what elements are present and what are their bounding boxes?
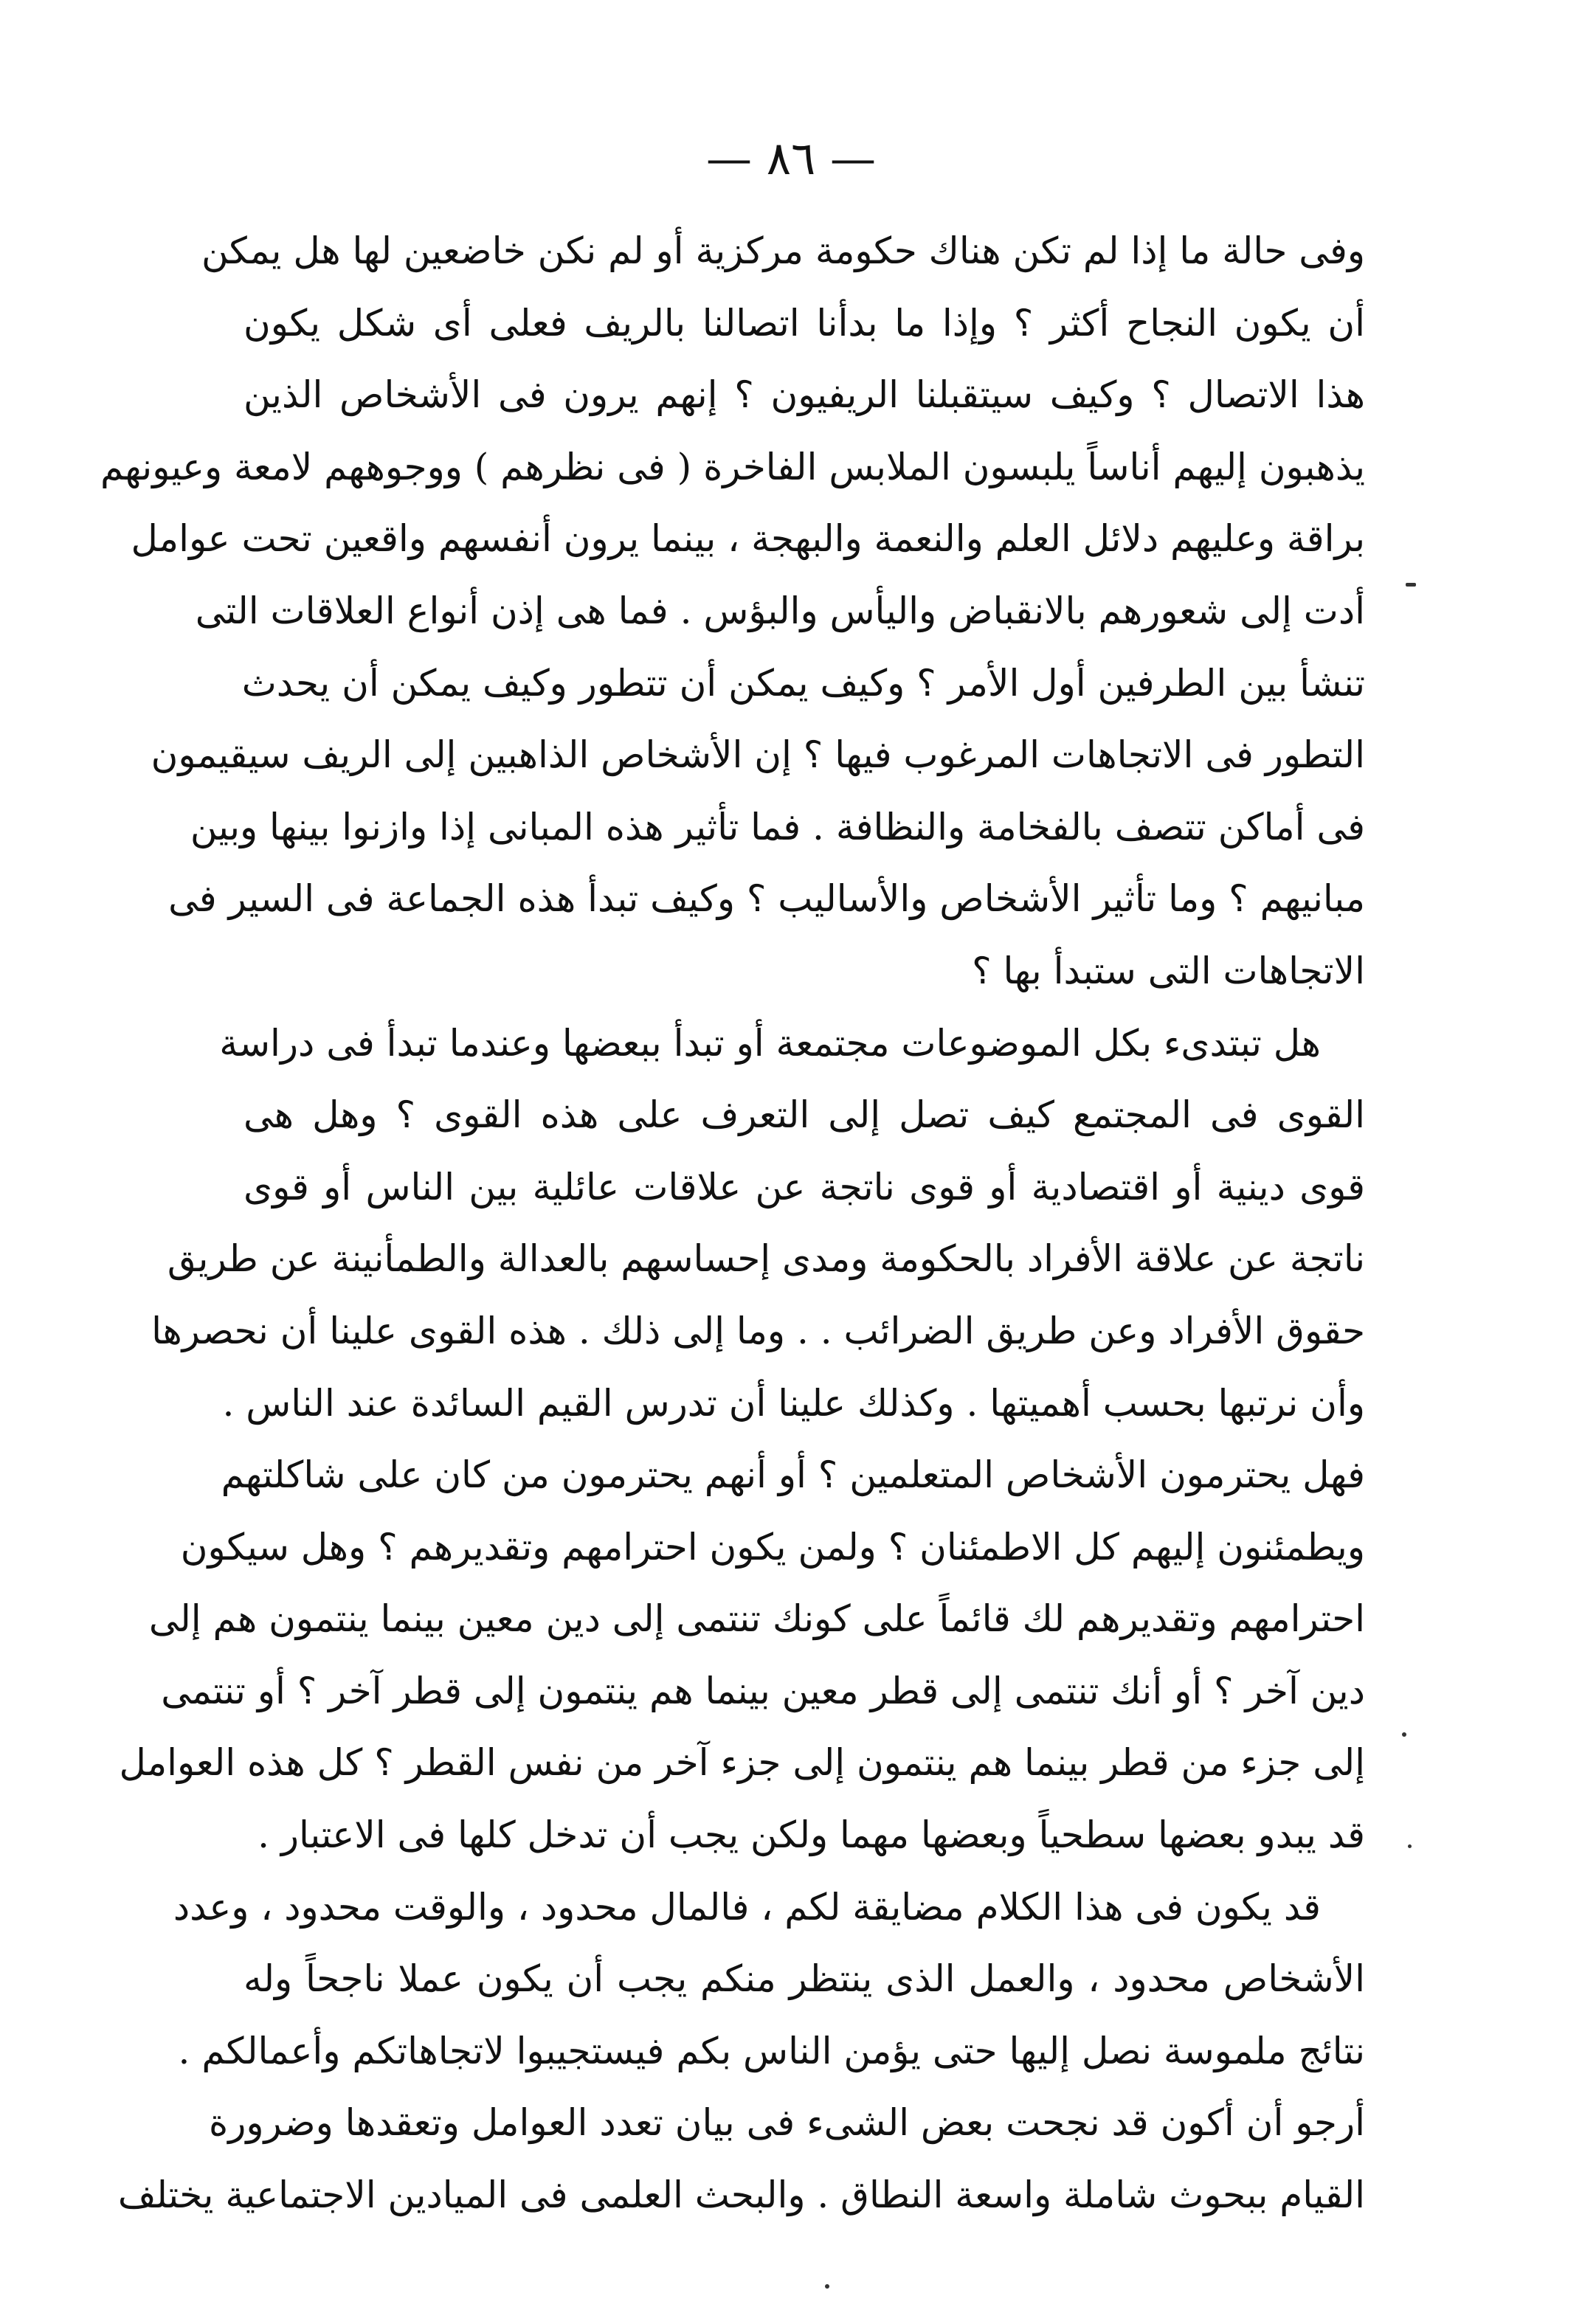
text-line: التطور فى الاتجاهات المرغوب فيها ؟ إن الأشخاص الذاهبين إلى الريف سيقيمون: [151, 733, 1365, 777]
text-line: الاتجاهات التى ستبدأ بها ؟: [972, 949, 1365, 992]
text-line: إلى جزء من قطر بينما هم ينتمون إلى جزء آخر من نفس القطر ؟ كل هذه العوامل: [119, 1741, 1365, 1785]
text-line: يذهبون إليهم أناساً يلبسون الملابس الفاخرة ( فى نظرهم ) ووجوههم لامعة وعيونهم: [100, 445, 1365, 488]
page-number: — ٨٦ —: [705, 131, 877, 185]
text-line: ناتجة عن علاقة الأفراد بالحكومة ومدى إحساسهم بالعدالة والطمأنينة عن طريق: [167, 1237, 1365, 1281]
text-line: فى أماكن تتصف بالفخامة والنظافة . فما تأثير هذه المبانى إذا وازنوا بينها وبين: [190, 805, 1365, 848]
text-line: قد يكون فى هذا الكلام مضايقة لكم ، فالمال محدود ، والوقت محدود ، وعدد: [173, 1885, 1321, 1929]
text-line: نتائج ملموسة نصل إليها حتى يؤمن الناس بكم فيستجيبوا لاتجاهاتكم وأعمالكم .: [178, 2029, 1365, 2072]
text-line: وأن نرتبها بحسب أهميتها . وكذلك علينا أن تدرس القيم السائدة عند الناس .: [222, 1381, 1365, 1425]
text-line: قد يبدو بعضها سطحياً وبعضها مهما ولكن يجب أن تدخل كلها فى الاعتبار .: [258, 1813, 1365, 1857]
text-line: القوى فى المجتمع كيف تصل إلى التعرف على هذه القوى ؟ وهل هى: [243, 1093, 1365, 1137]
scan-speck: [1402, 1732, 1406, 1737]
body-text: [100, 215, 1365, 2232]
text-line: دين آخر ؟ أو أنك تنتمى إلى قطر معين بينما هم ينتمون إلى قطر آخر ؟ أو تنتمى: [161, 1669, 1365, 1712]
scan-speck: [825, 2284, 829, 2289]
text-line: ويطمئنون إليهم كل الاطمئنان ؟ ولمن يكون احترامهم وتقديرهم ؟ وهل سيكون: [180, 1525, 1365, 1569]
text-line: تنشأ بين الطرفين أول الأمر ؟ وكيف يمكن أن تتطور وكيف يمكن أن يحدث: [241, 661, 1365, 705]
text-line: أرجو أن أكون قد نجحت بعض الشىء فى بيان تعدد العوامل وتعقدها وضرورة: [209, 2101, 1365, 2145]
text-line: القيام ببحوث شاملة واسعة النطاق . والبحث العلمى فى الميادين الاجتماعية يختلف: [117, 2173, 1365, 2217]
text-line: براقة وعليهم دلائل العلم والنعمة والبهجة ، بينما يرون أنفسهم واقعين تحت عوامل: [131, 517, 1365, 561]
text-line: مبانيهم ؟ وما تأثير الأشخاص والأساليب ؟ وكيف تبدأ هذه الجماعة فى السير فى: [168, 877, 1365, 921]
scan-speck: [1408, 1844, 1412, 1848]
text-line: قوى دينية أو اقتصادية أو قوى ناتجة عن علاقات عائلية بين الناس أو قوى: [243, 1165, 1365, 1208]
text-line: أن يكون النجاح أكثر ؟ وإذا ما بدأنا اتصالنا بالريف فعلى أى شكل يكون: [243, 301, 1365, 345]
text-line: وفى حالة ما إذا لم تكن هناك حكومة مركزية أو لم نكن خاضعين لها هل يمكن: [201, 229, 1365, 272]
text-line: فهل يحترمون الأشخاص المتعلمين ؟ أو أنهم يحترمون من كان على شاكلتهم: [221, 1453, 1365, 1497]
scan-speck: [1406, 583, 1416, 587]
text-line: الأشخاص محدود ، والعمل الذى ينتظر منكم يجب أن يكون عملا ناجحاً وله: [243, 1957, 1365, 2001]
text-line: حقوق الأفراد وعن طريق الضرائب . . وما إلى ذلك . هذه القوى علينا أن نحصرها: [151, 1309, 1365, 1352]
text-line: هل تبتدىء بكل الموضوعات مجتمعة أو تبدأ ببعضها وعندما تبدأ فى دراسة: [219, 1021, 1321, 1065]
text-line: أدت إلى شعورهم بالانقباض واليأس والبؤس . فما هى إذن أنواع العلاقات التى: [195, 589, 1365, 632]
text-line: هذا الاتصال ؟ وكيف سيتقبلنا الريفيون ؟ إنهم يرون فى الأشخاص الذين: [243, 373, 1365, 417]
text-line: احترامهم وتقديرهم لك قائماً على كونك تنتمى إلى دين معين بينما ينتمون هم إلى: [148, 1597, 1365, 1641]
